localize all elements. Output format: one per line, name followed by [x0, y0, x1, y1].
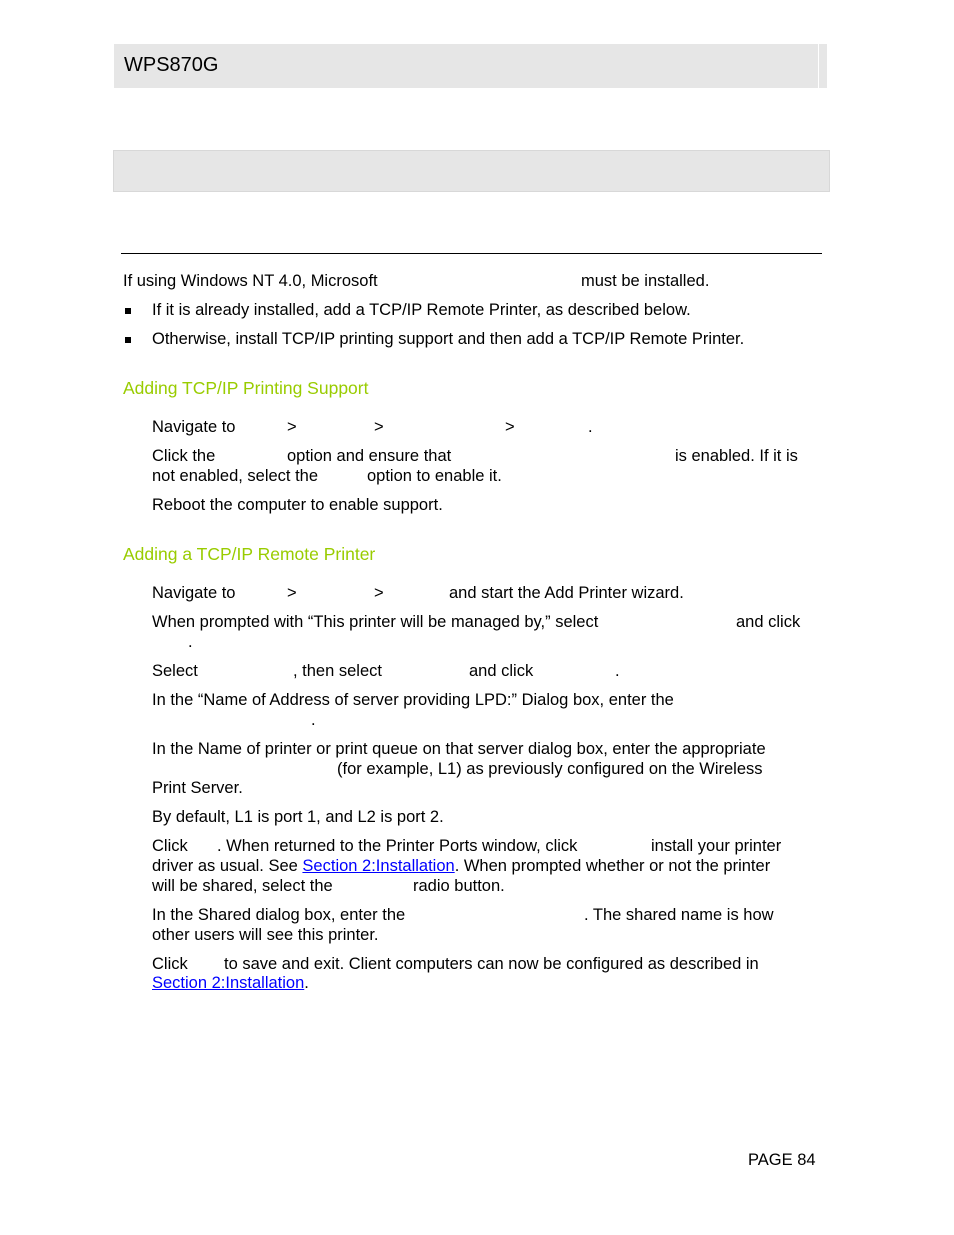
step-text: Click the: [152, 447, 216, 465]
intro-text-end: must be installed.: [581, 272, 710, 290]
step-text: Navigate to: [152, 418, 236, 436]
step-text: to save and exit. Client computers can now be configured as described in: [224, 955, 759, 973]
path-separator: >: [505, 418, 515, 436]
step-text: not enabled, select the: [152, 467, 319, 485]
installation-link[interactable]: Section 2:Installation: [302, 857, 455, 875]
step-text: option and ensure that: [287, 447, 452, 465]
step-text: In the Name of printer or print queue on that server dialog box, enter the appropriate: [152, 740, 766, 758]
path-separator: >: [287, 584, 297, 602]
step-text: .: [588, 418, 593, 436]
step-text: By default, L1 is port 1, and L2 is port 2.: [152, 808, 444, 826]
intro-text: If using Windows NT 4.0, Microsoft: [123, 272, 378, 290]
step-text-part: driver as usual. See: [152, 857, 298, 875]
installation-link[interactable]: Section 2:Installation: [152, 974, 305, 992]
step-text-part: . When prompted whether or not the printer: [454, 857, 771, 875]
step-text: When prompted with “This printer will be managed by,” select: [152, 613, 599, 631]
step-text: .: [188, 633, 193, 651]
step-text: other users will see this printer.: [152, 926, 379, 944]
path-separator: >: [374, 418, 384, 436]
step-text: Reboot the computer to enable support.: [152, 496, 443, 514]
step-text: .: [615, 662, 620, 680]
step-text: radio button.: [413, 877, 505, 895]
step-text: (for example, L1) as previously configured on the Wireless: [337, 760, 763, 778]
list-item: Otherwise, install TCP/IP printing support and then add a TCP/IP Remote Printer.: [152, 330, 745, 348]
step-text: is enabled. If it is: [675, 447, 798, 465]
step-text: . The shared name is how: [584, 906, 774, 924]
step-text: Print Server.: [152, 779, 243, 797]
header-divider: [818, 44, 819, 88]
step-text: install your printer: [651, 837, 782, 855]
step-text: and click: [736, 613, 801, 631]
section-title-bar: [113, 150, 830, 192]
path-separator: >: [374, 584, 384, 602]
step-text: Click: [152, 837, 188, 855]
step-text: In the “Name of Address of server providing LPD:” Dialog box, enter the: [152, 691, 674, 709]
step-text: and click: [469, 662, 534, 680]
bullet-marker: [125, 337, 131, 343]
page-number: PAGE 84: [748, 1151, 816, 1169]
path-separator: >: [287, 418, 297, 436]
section-heading: Adding a TCP/IP Remote Printer: [123, 544, 376, 564]
step-text: Navigate to: [152, 584, 236, 602]
step-text: [152, 974, 309, 993]
step-text: .: [311, 711, 316, 729]
step-text: In the Shared dialog box, enter the: [152, 906, 406, 924]
step-text: will be shared, select the: [152, 877, 333, 895]
list-item: If it is already installed, add a TCP/IP Remote Printer, as described below.: [152, 301, 691, 319]
step-text-part: .: [304, 974, 309, 992]
step-text: and start the Add Printer wizard.: [449, 584, 684, 602]
step-text: Select: [152, 662, 198, 680]
section-heading: Adding TCP/IP Printing Support: [123, 378, 369, 398]
step-text: option to enable it.: [367, 467, 502, 485]
step-text: , then select: [293, 662, 382, 680]
horizontal-rule: [121, 253, 822, 254]
bullet-marker: [125, 308, 131, 314]
step-text: Click: [152, 955, 188, 973]
header-bar: [114, 44, 827, 88]
doc-title: WPS870G: [124, 54, 219, 76]
step-text: [152, 857, 770, 876]
step-text: . When returned to the Printer Ports window, click: [217, 837, 578, 855]
